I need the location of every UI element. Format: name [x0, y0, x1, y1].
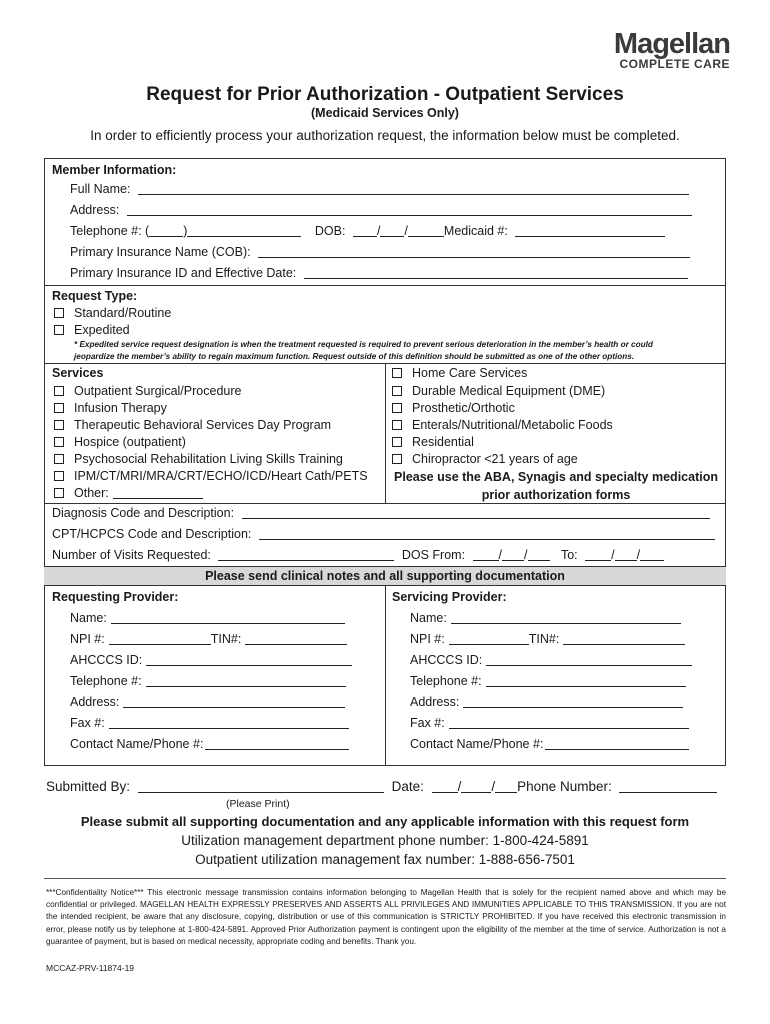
divider-member — [44, 285, 726, 286]
primary-insurance-field[interactable] — [258, 246, 690, 258]
svc-name-field[interactable] — [451, 612, 681, 624]
servicing-provider-heading: Servicing Provider: — [392, 590, 507, 604]
area-code-field[interactable] — [149, 225, 183, 237]
service-option-other[interactable] — [54, 486, 203, 500]
service-label: Therapeutic Behavioral Services Day Program — [74, 418, 332, 432]
telephone-label: Telephone #: ( — [70, 224, 150, 238]
req-address-label: Address: — [70, 695, 120, 709]
service-label: Residential — [412, 435, 474, 449]
specialty-forms-note-2: prior authorization forms — [481, 488, 631, 502]
req-ahcccs-field[interactable] — [146, 654, 352, 666]
visits-row — [52, 548, 664, 562]
dob-month-field[interactable] — [353, 225, 377, 237]
service-label: Hospice (outpatient) — [74, 435, 186, 449]
dos-to-day-field[interactable] — [615, 549, 637, 561]
request-type-heading: Request Type: — [52, 289, 138, 303]
service-option-right[interactable] — [392, 366, 527, 380]
dos-from-label: DOS From: — [401, 548, 466, 562]
submit-date-day-field[interactable] — [461, 781, 491, 793]
diagnosis-field[interactable] — [242, 507, 710, 519]
other-service-field[interactable] — [113, 487, 203, 499]
submit-date-slash-1: / — [457, 779, 462, 794]
svc-contact-field[interactable] — [545, 738, 689, 750]
dos-from-slash-1: / — [498, 548, 503, 562]
submit-date-month-field[interactable] — [432, 781, 458, 793]
service-option-left[interactable] — [54, 418, 331, 432]
dos-to-label: To: — [560, 548, 578, 562]
um-phone-number: Utilization management department phone number: 1-800-424-5891 — [181, 833, 589, 848]
standard-checkbox[interactable] — [54, 308, 64, 318]
checkbox-icon[interactable] — [54, 471, 64, 481]
medicaid-label: Medicaid #: — [443, 224, 508, 238]
service-option-right[interactable] — [392, 384, 605, 398]
svc-ahcccs-row — [410, 653, 692, 667]
submit-date-year-field[interactable] — [495, 781, 517, 793]
service-option-left[interactable] — [54, 452, 343, 466]
checkbox-icon[interactable] — [392, 420, 402, 430]
req-fax-row — [70, 716, 349, 730]
req-tin-label: TIN#: — [210, 632, 242, 646]
address-label: Address: — [70, 203, 120, 217]
req-fax-field[interactable] — [109, 717, 349, 729]
submit-phone-label: Phone Number: — [517, 779, 612, 794]
req-name-field[interactable] — [111, 612, 345, 624]
primary-insurance-row — [70, 245, 690, 259]
member-full-name-row — [70, 182, 689, 196]
req-npi-field[interactable] — [109, 633, 211, 645]
dob-slash-2: / — [404, 224, 408, 238]
checkbox-icon[interactable] — [392, 454, 402, 464]
service-option-right[interactable] — [392, 435, 474, 449]
request-expedited-option[interactable] — [54, 323, 130, 337]
dos-from-month-field[interactable] — [473, 549, 499, 561]
submitted-by-row — [46, 779, 717, 794]
cpt-field[interactable] — [259, 528, 715, 540]
service-label: Chiropractor <21 years of age — [412, 452, 578, 466]
expedited-checkbox[interactable] — [54, 325, 64, 335]
req-contact-label: Contact Name/Phone #: — [70, 737, 204, 751]
checkbox-icon[interactable] — [54, 420, 64, 430]
service-label: Home Care Services — [412, 366, 528, 380]
checkbox-icon[interactable] — [392, 403, 402, 413]
svc-telephone-field[interactable] — [486, 675, 686, 687]
primary-insurance-id-label: Primary Insurance ID and Effective Date: — [70, 266, 297, 280]
dob-day-field[interactable] — [380, 225, 404, 237]
submit-date-slash-2: / — [491, 779, 496, 794]
svc-contact-row — [410, 737, 689, 751]
svc-name-row — [410, 611, 681, 625]
svc-npi-label: NPI #: — [410, 632, 445, 646]
dob-label: DOB: — [314, 224, 346, 238]
service-option-left[interactable] — [54, 401, 167, 415]
primary-insurance-id-row — [70, 266, 688, 280]
svc-ahcccs-field[interactable] — [486, 654, 692, 666]
req-contact-row — [70, 737, 349, 751]
req-contact-field[interactable] — [205, 738, 349, 750]
service-option-right[interactable] — [392, 452, 578, 466]
dos-to-year-field[interactable] — [640, 549, 664, 561]
page-title: Request for Prior Authorization - Outpatient Services — [146, 84, 624, 105]
req-tin-field[interactable] — [245, 633, 347, 645]
diagnosis-label: Diagnosis Code and Description: — [52, 506, 235, 520]
req-npi-row — [70, 632, 347, 646]
telephone-field[interactable] — [187, 225, 301, 237]
request-standard-option[interactable] — [54, 306, 171, 320]
standard-label: Standard/Routine — [74, 306, 172, 320]
dos-from-slash-2: / — [524, 548, 528, 562]
confidentiality-notice: ***Confidentiality Notice*** This electronic message transmission contains information belonging to Magellan Health that is solely for the recipient named above and which may be confidential or privileged. MAGELLAN HEALTH EXPRESSLY PRESERVES AND ASSERTS ALL PRIVILEGES AND IMMUNITIES APPLICABLE TO THIS TRANSMISSION. If you are not the intended recipient, be aware that any disclosure, copying, distribution or use of this communication is STRICTLY PROHIBITED. If you have received this electronic transmission in error, please notify us by telephone at 1-800-424-5891. Approved Prior Authorization payment is contingent upon the eligibility of the member at the time of service. Authorization is not a guarantee of payment, but is based on medical necessity, appropriate coding and benefits. Thank you. — [46, 888, 726, 946]
requesting-provider-heading: Requesting Provider: — [52, 590, 179, 604]
um-fax-number: Outpatient utilization management fax number: 1-888-656-7501 — [195, 852, 575, 867]
member-heading: Member Information: — [52, 163, 177, 177]
dos-to-slash-1: / — [611, 548, 615, 562]
logo-tagline: COMPLETE CARE — [619, 57, 730, 71]
service-option-left[interactable] — [54, 435, 186, 449]
checkbox-icon[interactable] — [392, 437, 402, 447]
req-telephone-row — [70, 674, 346, 688]
svc-npi-row — [410, 632, 685, 646]
service-label: Outpatient Surgical/Procedure — [74, 384, 242, 398]
checkbox-icon[interactable] — [392, 386, 402, 396]
svc-tin-label: TIN#: — [528, 632, 560, 646]
service-option-right[interactable] — [392, 418, 613, 432]
req-fax-label: Fax #: — [70, 716, 105, 730]
telephone-close: ) — [183, 224, 188, 238]
dos-to-month-field[interactable] — [585, 549, 611, 561]
dos-from-day-field[interactable] — [502, 549, 524, 561]
svc-ahcccs-label: AHCCCS ID: — [410, 653, 483, 667]
please-print-note: (Please Print) — [226, 798, 290, 810]
form-code: MCCAZ-PRV-11874-19 — [46, 963, 135, 973]
specialty-forms-note-1: Please use the ABA, Synagis and specialty medication — [394, 470, 718, 484]
checkbox-icon[interactable] — [54, 386, 64, 396]
provider-column-divider — [385, 586, 386, 766]
dob-slash-1: / — [376, 224, 381, 238]
checkbox-icon[interactable] — [392, 368, 402, 378]
svc-npi-field[interactable] — [449, 633, 529, 645]
req-address-field[interactable] — [123, 696, 345, 708]
medicaid-field[interactable] — [515, 225, 665, 237]
service-label: Durable Medical Equipment (DME) — [412, 384, 606, 398]
member-phone-row — [70, 224, 665, 238]
svc-contact-label: Contact Name/Phone #: — [410, 737, 544, 751]
page-subtitle: (Medicaid Services Only) — [311, 106, 459, 120]
expedited-note-2: jeopardize the member’s ability to regain maximum function. Request outside of this definition should be submitted as one of the other options. — [74, 352, 635, 361]
svc-fax-label: Fax #: — [410, 716, 445, 730]
expedited-note-1: * Expedited service request designation is when the treatment requested is required to prevent serious deterioration in the member’s health or could — [74, 340, 653, 349]
dob-year-field[interactable] — [408, 225, 444, 237]
visits-label: Number of Visits Requested: — [52, 548, 211, 562]
req-name-label: Name: — [70, 611, 107, 625]
expedited-label: Expedited — [74, 323, 130, 337]
clinical-notes-banner: Please send clinical notes and all supporting documentation — [44, 566, 726, 586]
svc-address-label: Address: — [410, 695, 460, 709]
checkbox-icon[interactable] — [54, 488, 64, 498]
svc-telephone-row — [410, 674, 686, 688]
visits-field[interactable] — [218, 549, 394, 561]
req-address-row — [70, 695, 345, 709]
service-label: Psychosocial Rehabilitation Living Skills Training — [74, 452, 343, 466]
submitted-by-label: Submitted By: — [46, 779, 131, 794]
service-label: Infusion Therapy — [74, 401, 167, 415]
req-name-row — [70, 611, 345, 625]
service-option-left[interactable] — [54, 469, 368, 483]
svc-fax-row — [410, 716, 689, 730]
req-telephone-field[interactable] — [146, 675, 346, 687]
service-label: Other: — [74, 486, 109, 500]
svc-address-field[interactable] — [463, 696, 683, 708]
service-option-left[interactable] — [54, 384, 241, 398]
req-ahcccs-label: AHCCCS ID: — [70, 653, 143, 667]
submit-instruction: Please submit all supporting documentation and any applicable information with this request form — [80, 814, 690, 829]
footer-divider — [44, 878, 726, 879]
service-option-right[interactable] — [392, 401, 515, 415]
full-name-field[interactable] — [138, 183, 689, 195]
svc-telephone-label: Telephone #: — [410, 674, 482, 688]
member-address-row — [70, 203, 692, 217]
services-heading: Services — [52, 366, 104, 380]
dos-to-slash-2: / — [636, 548, 641, 562]
checkbox-icon[interactable] — [54, 437, 64, 447]
magellan-logo — [614, 30, 730, 71]
svc-address-row — [410, 695, 683, 709]
checkbox-icon[interactable] — [54, 403, 64, 413]
submitted-by-field[interactable] — [138, 781, 384, 793]
req-npi-label: NPI #: — [70, 632, 105, 646]
service-label: IPM/CT/MRI/MRA/CRT/ECHO/ICD/Heart Cath/PETS — [74, 469, 368, 483]
service-label: Enterals/Nutritional/Metabolic Foods — [412, 418, 613, 432]
primary-insurance-id-field[interactable] — [304, 267, 688, 279]
submit-phone-field[interactable] — [619, 781, 717, 793]
intro-text: In order to efficiently process your authorization request, the information below must be completed. — [90, 128, 680, 143]
diagnosis-row — [52, 506, 710, 520]
svc-tin-field[interactable] — [563, 633, 685, 645]
primary-insurance-label: Primary Insurance Name (COB): — [70, 245, 251, 259]
svc-fax-field[interactable] — [449, 717, 689, 729]
svc-name-label: Name: — [410, 611, 447, 625]
dos-from-year-field[interactable] — [528, 549, 550, 561]
submit-date-label: Date: — [391, 779, 424, 794]
cpt-label: CPT/HCPCS Code and Description: — [52, 527, 252, 541]
full-name-label: Full Name: — [70, 182, 131, 196]
logo-wordmark: Magellan — [613, 28, 730, 60]
divider-services — [44, 503, 726, 504]
address-field[interactable] — [127, 204, 692, 216]
service-label: Prosthetic/Orthotic — [412, 401, 515, 415]
cpt-row — [52, 527, 715, 541]
checkbox-icon[interactable] — [54, 454, 64, 464]
req-telephone-label: Telephone #: — [70, 674, 142, 688]
req-ahcccs-row — [70, 653, 352, 667]
